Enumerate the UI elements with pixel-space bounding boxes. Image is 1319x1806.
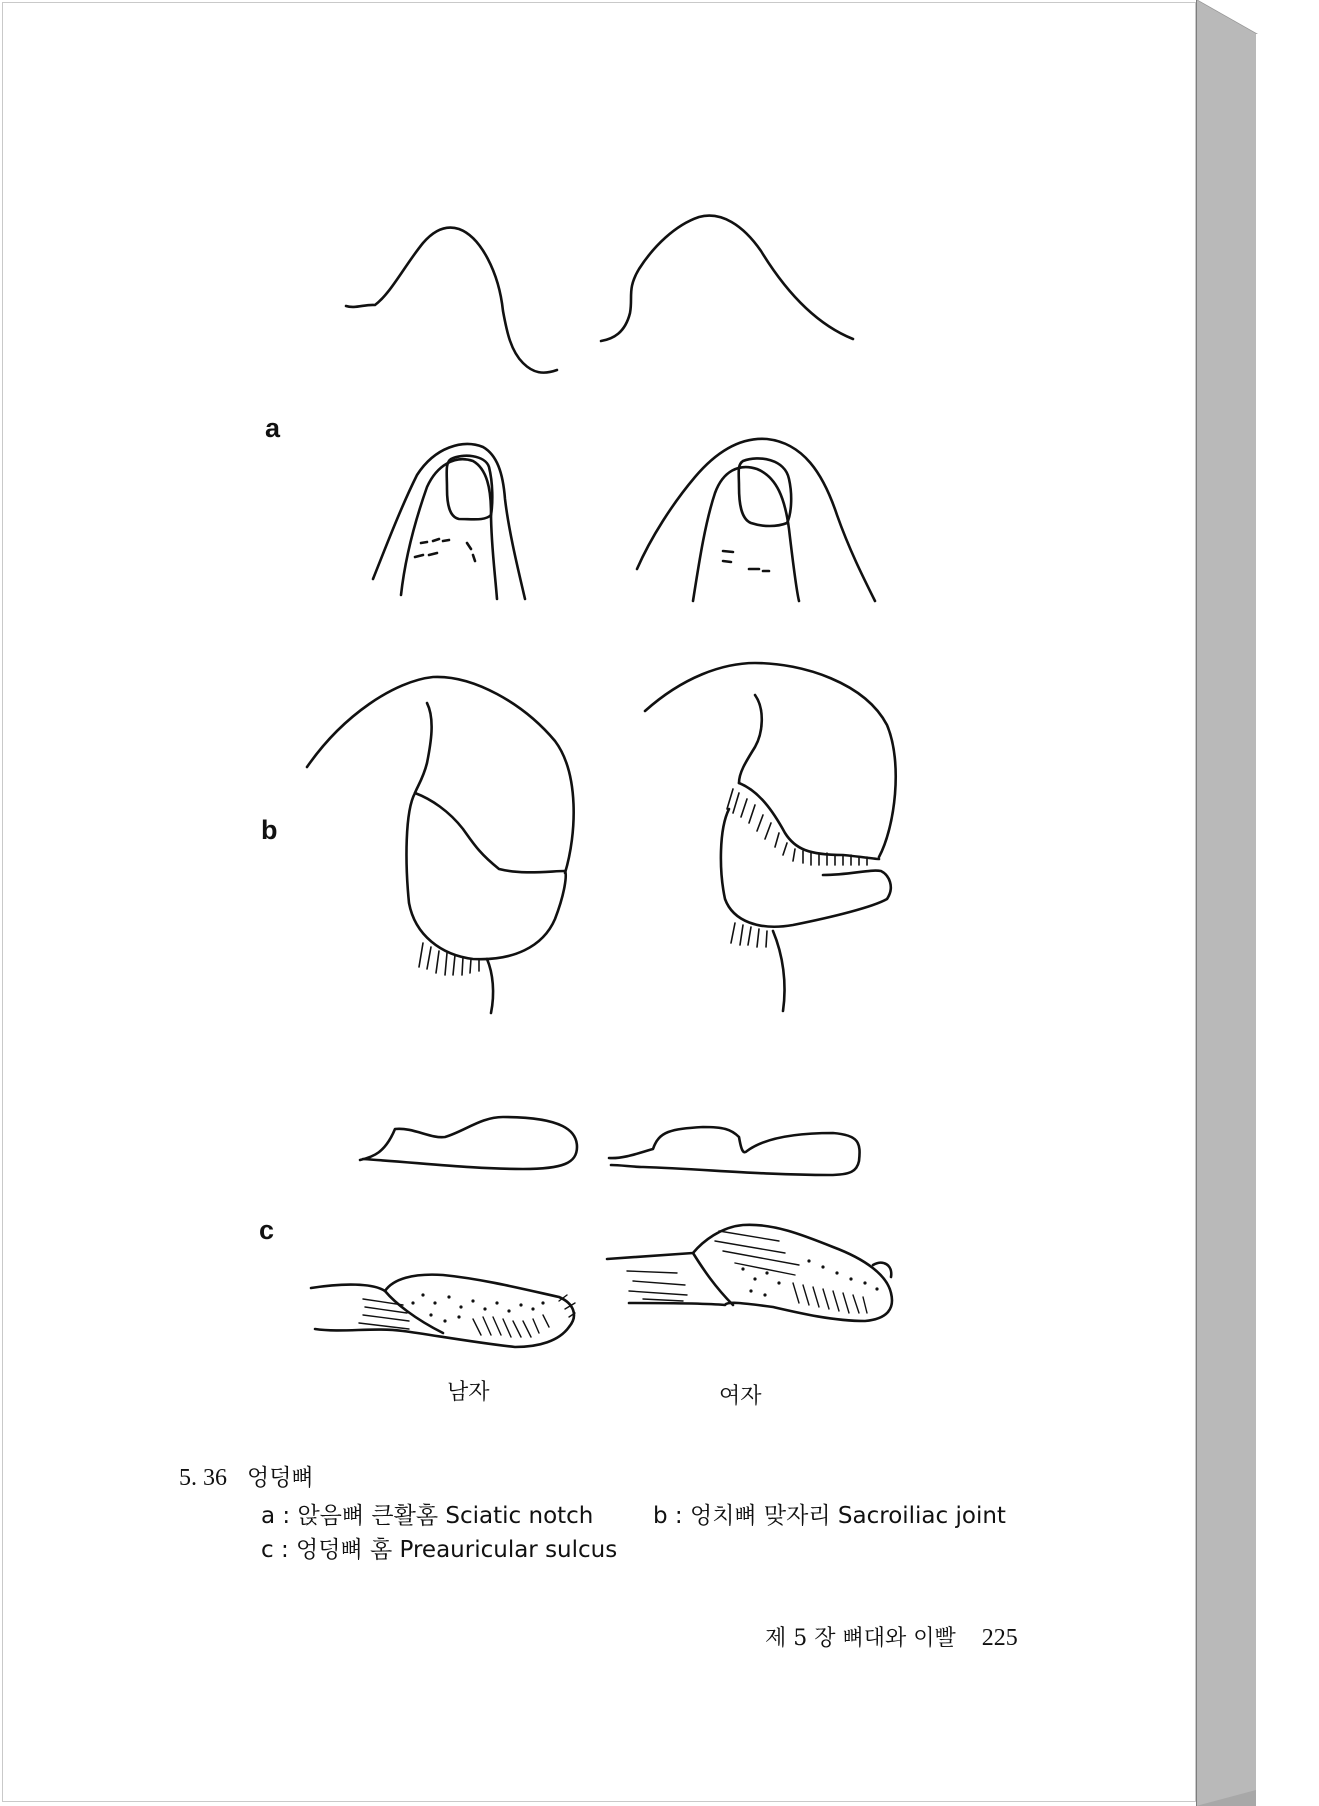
preauricular-sulcus-female-rendering [607,1225,892,1321]
caption-item-a: a : 앉음뼈 큰활홈 Sciatic notch [261,1503,594,1529]
caption-item-b: b : 엉치뼈 맞자리 Sacroiliac joint [653,1503,1006,1529]
running-footer [765,1621,1018,1652]
caption-item-c: c : 엉덩뼈 홈 Preauricular sulcus [261,1537,618,1563]
book-spine-edge [1196,0,1319,1806]
panel-label-c: c [259,1215,275,1245]
sacroiliac-joint-female [645,663,896,1011]
preauricular-sulcus-male-outline [360,1117,577,1169]
sciatic-notch-female-detail [637,439,875,601]
book-page [2,2,1196,1802]
sciatic-notch-female-outline [601,216,853,341]
preauricular-sulcus-female-outline [609,1127,860,1175]
figure-number: 5. 36 [179,1465,227,1491]
column-label-female: 여자 [719,1384,762,1409]
sacroiliac-joint-male [307,677,574,1013]
figure-caption-title [179,1459,314,1492]
sciatic-notch-male-detail [373,444,525,599]
sciatic-notch-male-outline [346,228,557,373]
preauricular-sulcus-male-rendering [311,1275,575,1347]
footer-chapter: 제 5 장 뼈대와 이빨 [765,1626,956,1651]
panel-label-b: b [261,815,278,845]
page-number: 225 [981,1625,1018,1651]
column-label-male: 남자 [447,1380,490,1405]
figure-title: 엉덩뼈 [247,1465,314,1491]
panel-label-a: a [265,413,281,443]
